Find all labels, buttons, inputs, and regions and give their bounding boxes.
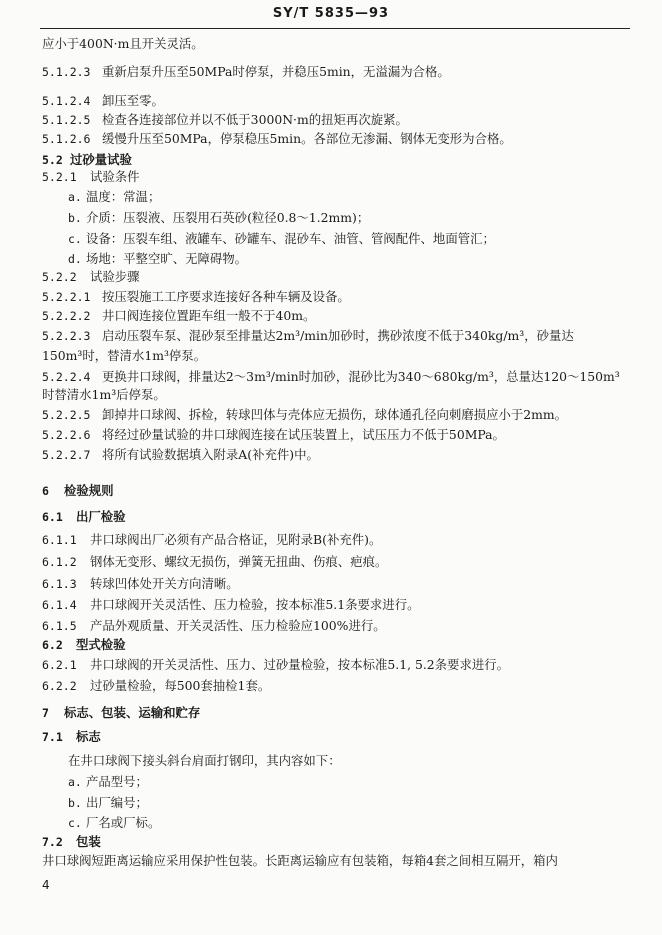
clause-6-1-2: 6.1.2 钢体无变形、螺纹无损伤，弹簧无扭曲、伤痕、疤痕。	[42, 554, 388, 569]
clause-5-2-2-3: 5.2.2.3 启动压裂车泵、混砂泵至排量达2m³/min加砂时，携砂浓度不低于340kg/m³，砂量达	[42, 328, 574, 343]
list-item-a: a. 产品型号；	[68, 774, 148, 789]
clause-5-2-2: 5.2.2 试验步骤	[42, 269, 140, 284]
section-7-heading: 7 标志、包装、运输和贮存	[42, 705, 201, 720]
text-line: 井口球阀短距离运输应采用保护性包装。长距离运输应有包装箱，每箱4套之间相互隔开，箱内	[42, 853, 558, 868]
clause-5-2-2-7: 5.2.2.7 将所有试验数据填入附录A(补充件)中。	[42, 447, 319, 462]
section-6-1-heading: 6.1 出厂检验	[42, 509, 126, 524]
section-6-2-heading: 6.2 型式检验	[42, 637, 126, 652]
section-7-2-heading: 7.2 包装	[42, 834, 101, 849]
clause-6-2-2: 6.2.2 过砂量检验，每500套抽检1套。	[42, 678, 271, 693]
list-item-c: c. 厂名或厂标。	[68, 815, 161, 830]
list-item-b: b. 出厂编号；	[68, 795, 148, 810]
header-rule	[40, 28, 630, 29]
clause-5-1-2-3: 5.1.2.3 重新启泵升压至50MPa时停泵，并稳压5min，无溢漏为合格。	[42, 64, 450, 79]
text-line: 在井口球阀下接头斜台肩面打钢印，其内容如下：	[68, 753, 341, 768]
list-item-c: c. 设备：压裂车组、液罐车、砂罐车、混砂车、油管、管阀配件、地面管汇；	[68, 231, 495, 246]
clause-6-1-1: 6.1.1 井口球阀出厂必须有产品合格证，见附录B(补充件)。	[42, 532, 382, 547]
text-line: 时替清水1m³后停泵。	[42, 387, 166, 402]
clause-5-1-2-4: 5.1.2.4 卸压至零。	[42, 93, 164, 108]
clause-6-1-4: 6.1.4 井口球阀开关灵活性、压力检验，按本标准5.1条要求进行。	[42, 597, 420, 612]
standard-header: SY/T 5835—93	[272, 6, 390, 21]
text-line: 150m³时，替清水1m³停泵。	[42, 348, 207, 363]
clause-6-1-3: 6.1.3 转球凹体处开关方向清晰。	[42, 576, 239, 591]
clause-6-2-1: 6.2.1 井口球阀的开关灵活性、压力、过砂量检验，按本标准5.1, 5.2条要求进行。	[42, 657, 510, 672]
list-item-a: a. 温度：常温；	[68, 189, 161, 204]
section-7-1-heading: 7.1 标志	[42, 729, 101, 744]
text-line: 应小于400N·m且开关灵活。	[42, 36, 204, 51]
clause-5-2-2-4: 5.2.2.4 更换井口球阀，排量达2～3m³/min时加砂，混砂比为340～680kg/m³，总量达120～150m³	[42, 369, 620, 384]
clause-5-2-2-1: 5.2.2.1 按压裂施工工序要求连接好各种车辆及设备。	[42, 289, 350, 304]
clause-5-1-2-5: 5.1.2.5 检查各连接部位并以不低于3000N·m的扭矩再次旋紧。	[42, 112, 408, 127]
clause-5-2-1: 5.2.1 试验条件	[42, 169, 140, 184]
clause-6-1-5: 6.1.5 产品外观质量、开关灵活性、压力检验应100%进行。	[42, 618, 386, 633]
clause-5-2-2-6: 5.2.2.6 将经过砂量试验的井口球阀连接在试压装置上，试压压力不低于50MPa。	[42, 427, 505, 442]
section-6-heading: 6 检验规则	[42, 483, 114, 498]
clause-5-2-2-2: 5.2.2.2 井口阀连接位置距车组一般不于40m。	[42, 308, 316, 323]
clause-5-2-2-5: 5.2.2.5 卸掉井口球阀、拆检，转球凹体与壳体应无损伤，球体通孔径向刺磨损应小于2mm。	[42, 407, 568, 422]
section-5-2-heading: 5.2 过砂量试验	[42, 152, 132, 167]
page-number: 4	[42, 878, 50, 892]
list-item-b: b. 介质：压裂液、压裂用石英砂(粒径0.8～1.2mm)；	[68, 210, 370, 225]
clause-5-1-2-6: 5.1.2.6 缓慢升压至50MPa，停泵稳压5min。各部位无渗漏、钢体无变形为合格。	[42, 131, 512, 146]
list-item-d: d. 场地：平整空旷、无障碍物。	[68, 251, 248, 266]
